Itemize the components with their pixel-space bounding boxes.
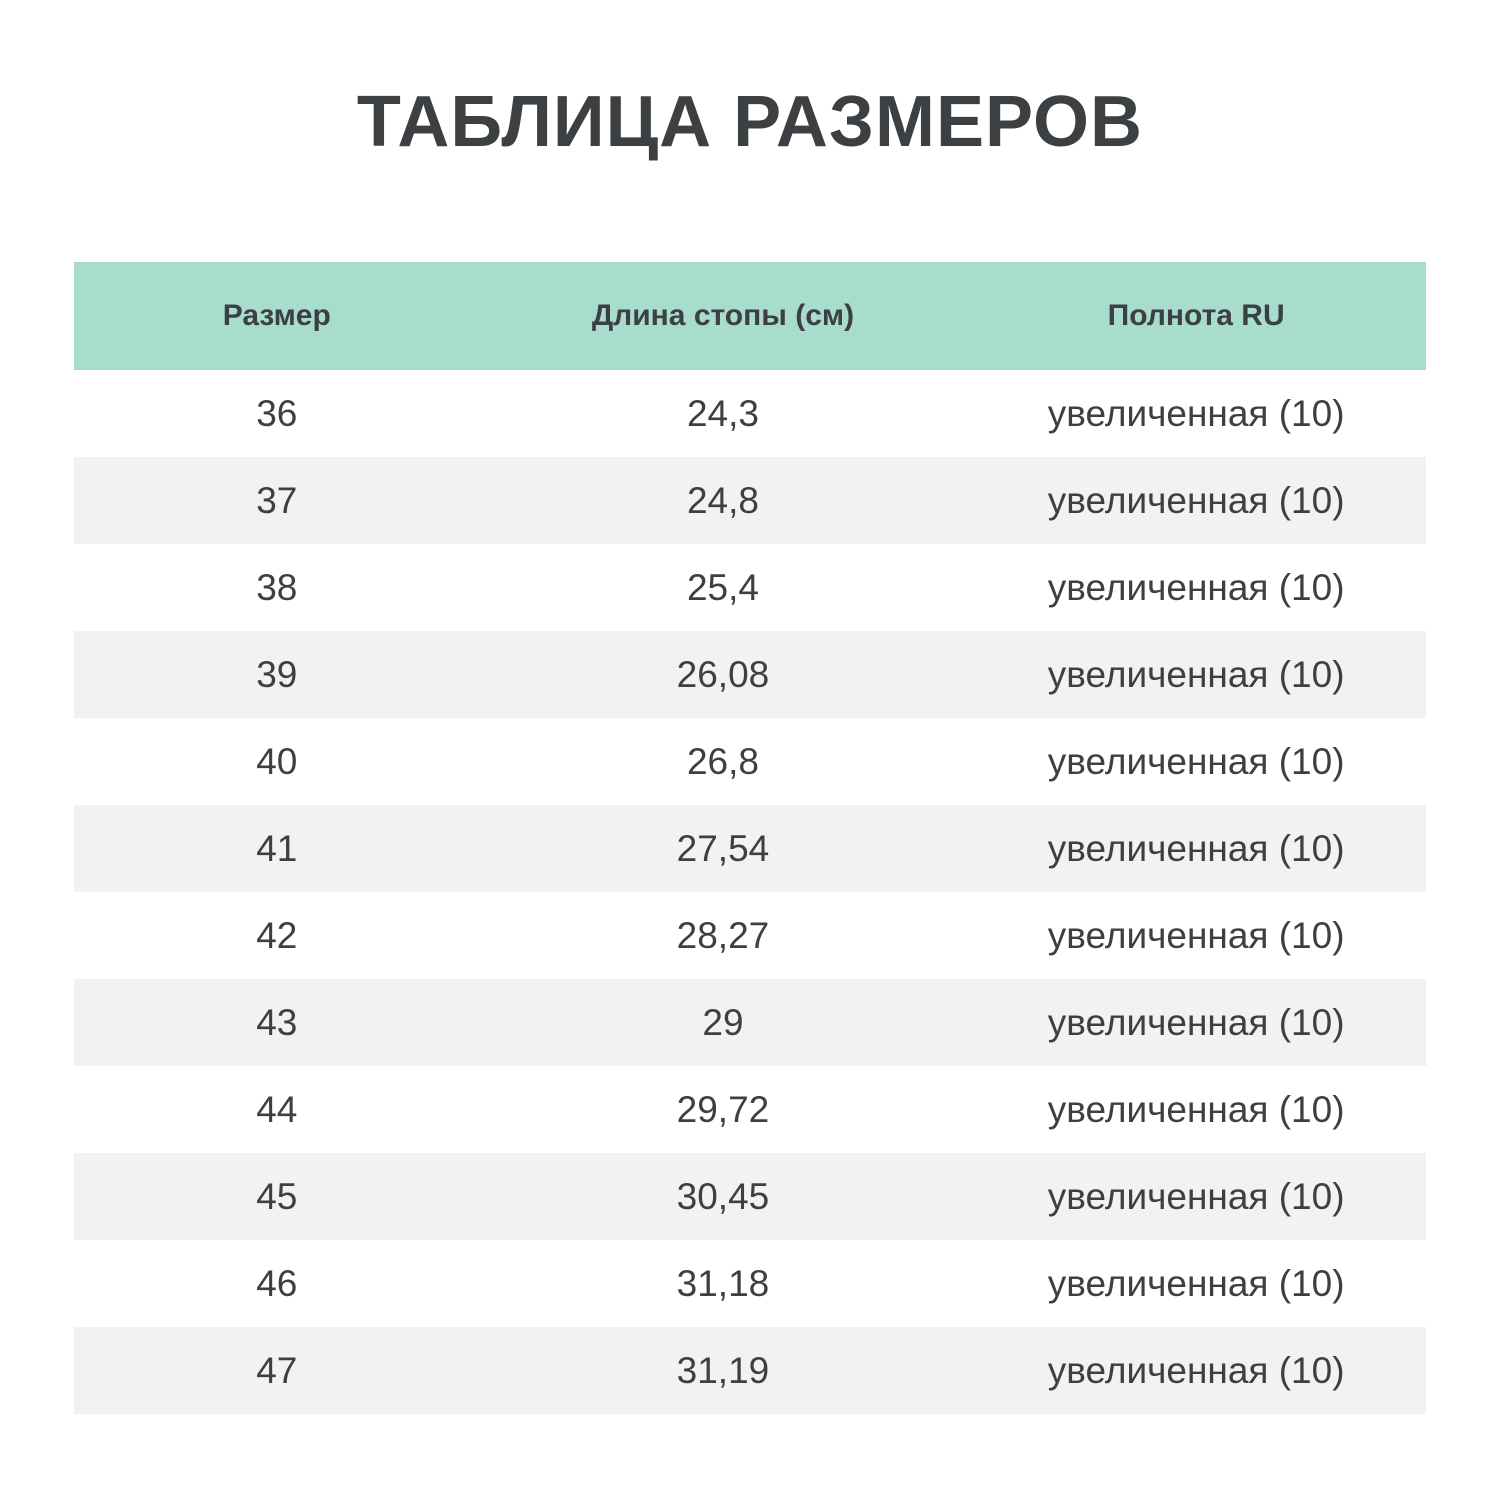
cell-width: увеличенная (10) [966, 979, 1426, 1066]
cell-size: 41 [74, 805, 480, 892]
table-body [74, 370, 1426, 1414]
cell-foot-length: 24,8 [480, 457, 967, 544]
cell-width: увеличенная (10) [966, 457, 1426, 544]
cell-width: увеличенная (10) [1047, 566, 1345, 608]
table-row [74, 1153, 1426, 1240]
cell-size: 42 [256, 914, 298, 956]
column-header-foot-length: Длина стопы (см) [480, 262, 967, 370]
cell-size: 36 [256, 392, 298, 434]
table-row [74, 892, 1426, 979]
cell-foot-length: 28,27 [676, 914, 770, 956]
cell-width: увеличенная (10) [1047, 914, 1345, 956]
cell-width: увеличенная (10) [1047, 1262, 1345, 1304]
table-row [74, 1327, 1426, 1414]
cell-size: 43 [74, 979, 480, 1066]
cell-size: 44 [256, 1088, 298, 1130]
cell-foot-length: 31,19 [480, 1327, 967, 1414]
cell-size: 47 [74, 1327, 480, 1414]
cell-width: увеличенная (10) [1047, 392, 1345, 434]
table-row [74, 457, 1426, 544]
cell-size: 38 [256, 566, 298, 608]
cell-size: 37 [74, 457, 480, 544]
cell-width: увеличенная (10) [966, 805, 1426, 892]
table-row [74, 631, 1426, 718]
size-table [74, 262, 1426, 1414]
cell-width: увеличенная (10) [966, 1327, 1426, 1414]
table-row [74, 370, 1426, 457]
cell-size: 46 [256, 1262, 298, 1304]
cell-width: увеличенная (10) [1047, 1088, 1345, 1130]
cell-foot-length: 27,54 [480, 805, 967, 892]
table-row [74, 805, 1426, 892]
cell-width: увеличенная (10) [966, 1153, 1426, 1240]
cell-size: 39 [74, 631, 480, 718]
cell-foot-length: 29 [480, 979, 967, 1066]
cell-width: увеличенная (10) [966, 631, 1426, 718]
table-header-row [74, 262, 1426, 370]
cell-foot-length: 26,08 [480, 631, 967, 718]
cell-size: 40 [256, 740, 298, 782]
cell-foot-length: 29,72 [676, 1088, 770, 1130]
table-row [74, 1066, 1426, 1153]
cell-foot-length: 31,18 [676, 1262, 770, 1304]
page-title: ТАБЛИЦА РАЗМЕРОВ [356, 82, 1144, 162]
table-row [74, 979, 1426, 1066]
table-header [74, 262, 1426, 370]
table-row [74, 544, 1426, 631]
cell-foot-length: 24,3 [686, 392, 759, 434]
cell-width: увеличенная (10) [1047, 740, 1345, 782]
column-header-size: Размер [74, 262, 480, 370]
cell-foot-length: 26,8 [686, 740, 759, 782]
table-row [74, 718, 1426, 805]
table-row [74, 1240, 1426, 1327]
cell-foot-length: 30,45 [480, 1153, 967, 1240]
size-table-container [74, 158, 1426, 1414]
cell-foot-length: 25,4 [686, 566, 759, 608]
cell-size: 45 [74, 1153, 480, 1240]
column-header-width: Полнота RU [966, 262, 1426, 370]
